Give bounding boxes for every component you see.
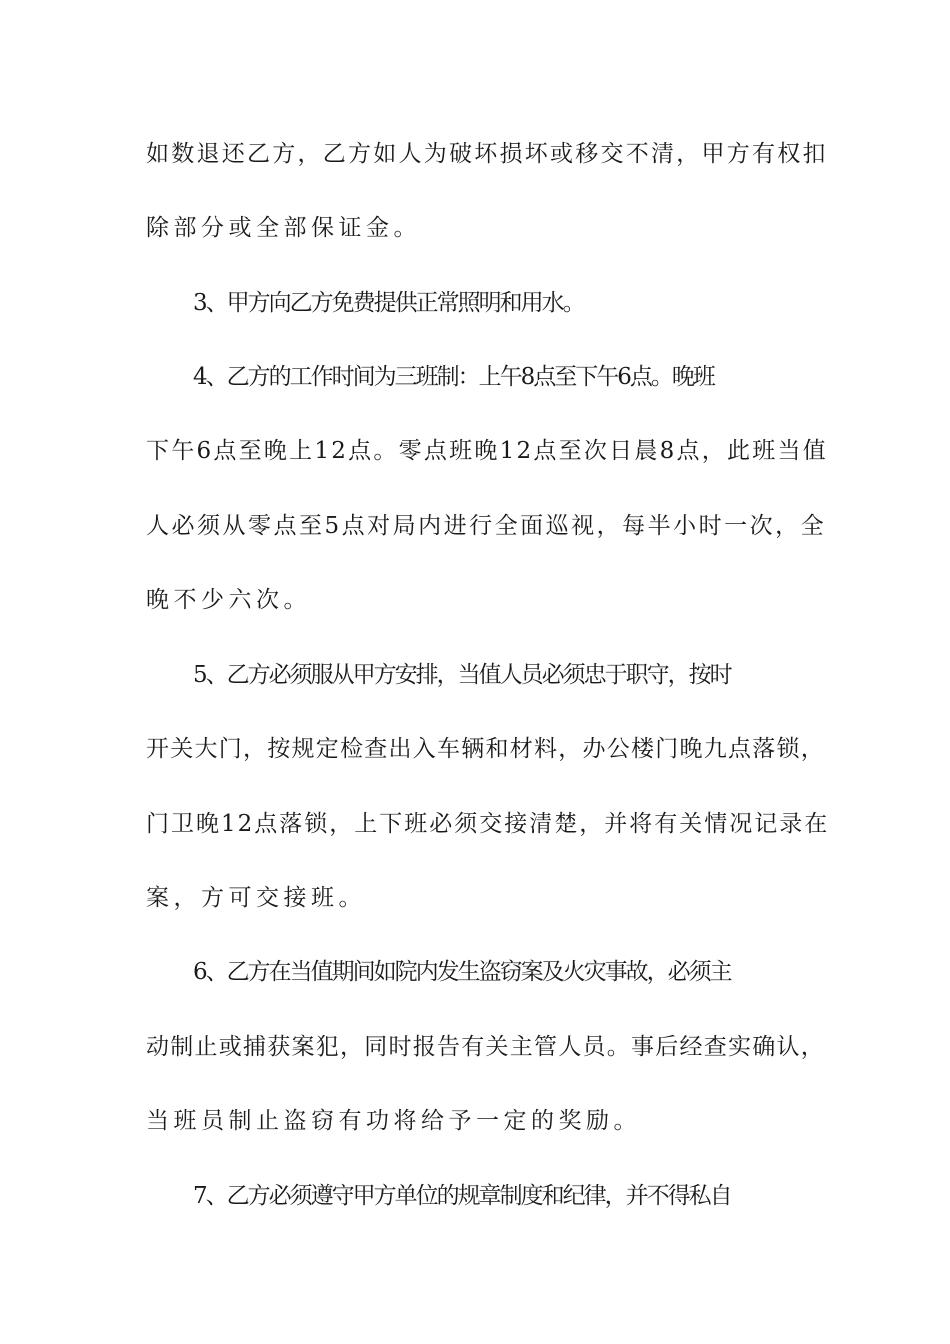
text-line-7: 晚不少六次。 — [146, 587, 311, 613]
text-line-14: 当班员制止盗窃有功将给予一定的奖励。 — [146, 1108, 641, 1134]
text-line-1: 如数退还乙方，乙方如人为破坏损坏或移交不清，甲方有权扣 — [146, 141, 828, 167]
clause-5: 5、乙方必须服从甲方安排，当值人员必须忠于职守，按时 — [193, 662, 731, 688]
clause-4: 4、乙方的工作时间为三班制：上午8点至下午6点。晚班 — [193, 364, 714, 390]
text-line-13: 动制止或捕获案犯，同时报告有关主管人员。事后经查实确认， — [146, 1034, 825, 1060]
clause-7: 7、乙方必须遵守甲方单位的规章制度和纪律，并不得私自 — [193, 1183, 731, 1209]
text-line-6: 人必须从零点至5点对局内进行全面巡视，每半小时一次，全 — [146, 513, 827, 539]
text-line-2: 除部分或全部保证金。 — [146, 215, 421, 241]
text-line-5: 下午6点至晚上12点。零点班晚12点至次日晨8点，此班当值 — [146, 438, 829, 464]
text-line-11: 案，方可交接班。 — [146, 885, 366, 911]
text-line-9: 开关大门，按规定检查出入车辆和材料，办公楼门晚九点落锁， — [146, 736, 825, 762]
clause-6: 6、乙方在当值期间如院内发生盗窃案及火灾事故，必须主 — [193, 959, 731, 985]
text-line-10: 门卫晚12点落锁，上下班必须交接清楚，并将有关情况记录在 — [146, 811, 830, 837]
clause-3: 3、甲方向乙方免费提供正常照明和用水。 — [193, 290, 584, 316]
